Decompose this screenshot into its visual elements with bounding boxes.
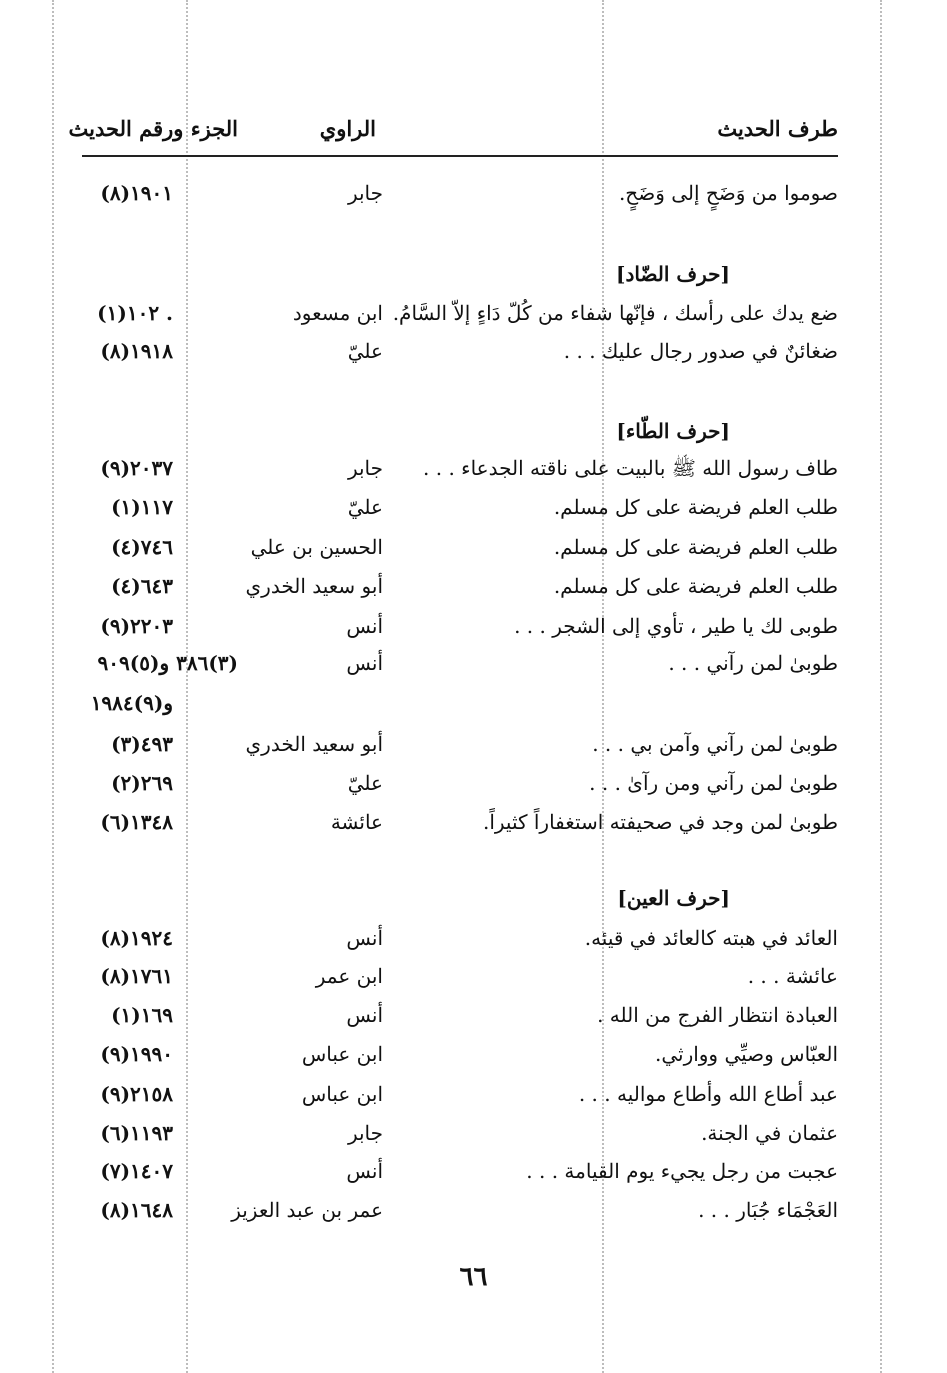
narrator: أنس [346,614,383,638]
hadith-text: طوبىٰ لمن رآني ومن رآىٰ . . . [589,771,838,795]
table-row [82,810,838,846]
reference: (٢)٢٦٩ [111,771,173,795]
narrator: ابن عباس [301,1042,383,1066]
table-row [82,535,838,571]
table-row [82,732,838,768]
table-row [82,1082,838,1118]
section-heading [82,886,838,922]
hadith-text: طلب العلم فريضة على كل مسلم. [553,574,838,598]
narrator: عليّ [347,339,383,363]
narrator: عمر بن عبد العزيز [231,1198,383,1222]
hadith-text: العَجْمَاء جُبَار . . . [698,1198,838,1222]
table-row [82,181,838,217]
hadith-text: ضغائنٌ في صدور رجال عليك . . . [563,339,838,363]
table-row [82,339,838,375]
reference: و(٩)١٩٨٤ [90,691,173,715]
narrator: عليّ [347,495,383,519]
narrator: أبو سعيد الخدري [245,732,383,756]
reference: (٧)١٤٠٧ [100,1159,173,1183]
reference: (١)١٠٢ . [97,301,173,325]
table-row [82,1003,838,1039]
table-header [68,116,838,154]
table-row [82,574,838,610]
column-header-narrator: الراوي [319,116,376,141]
table-row [82,614,838,650]
table-row [82,926,838,962]
narrator: جابر [347,181,383,205]
hadith-text: طوبىٰ لمن رآني وآمن بي . . . [592,732,838,756]
hadith-text: عجبت من رجل يجيء يوم القيامة . . . [526,1159,838,1183]
hadith-text: العائد في هبته كالعائد في قيئه. [584,926,838,950]
table-row [82,495,838,531]
page-number: ٦٦ [459,1262,488,1292]
narrator: ابن مسعود [292,301,383,325]
narrator: جابر [347,456,383,480]
reference: (٣)٤٩٣ [111,732,173,756]
reference: (٦)١٣٤٨ [100,810,173,834]
hadith-text: طوبى لك يا طير ، تأوي إلى الشجر . . . [514,614,838,638]
hadith-text: عثمان في الجنة. [701,1121,838,1145]
reference: (٨)١٩٢٤ [100,926,173,950]
table-row [82,1159,838,1195]
table-row [82,691,838,727]
table-row [82,771,838,807]
hadith-text: عبد أطاع الله وأطاع مواليه . . . [578,1082,838,1106]
hadith-text: طلب العلم فريضة على كل مسلم. [553,495,838,519]
section-heading [82,419,838,455]
narrator: أنس [346,651,383,675]
reference: (١)١٦٩ [111,1003,173,1027]
reference: (٩)٢٢٠٣ [100,614,173,638]
header-rule [82,155,838,157]
section-heading-text: [حرف الطّاء] [616,419,730,443]
table-row [82,456,838,492]
narrator: ابن عباس [301,1082,383,1106]
hadith-text: صوموا من وَضَحٍ إلى وَضَحٍ. [618,181,838,205]
section-heading-text: [حرف العين] [617,886,730,910]
narrator: أنس [346,1159,383,1183]
reference: (٨)١٩٠١ [100,181,173,205]
table-row [82,1198,838,1234]
table-row [82,1121,838,1157]
narrator: الحسين بن علي [250,535,383,559]
hadith-text: طوبىٰ لمن رآني . . . [668,651,838,675]
reference: (٨)١٦٤٨ [100,1198,173,1222]
hadith-text: طوبىٰ لمن وجد في صحيفته استغفاراً كثيراً. [482,810,838,834]
reference: (٨)١٩١٨ [100,339,173,363]
reference: (٩)١٩٩٠ [100,1042,173,1066]
reference: (٤)٦٤٣ [111,574,173,598]
table-row [82,1042,838,1078]
narrator: أنس [346,1003,383,1027]
reference: (٨)١٧٦١ [100,964,173,988]
table-row [82,651,838,687]
margin-dots [52,0,54,1373]
narrator: ابن عمر [315,964,383,988]
section-heading-text: [حرف الضّاد] [615,262,730,286]
hadith-text: طلب العلم فريضة على كل مسلم. [553,535,838,559]
hadith-text: طاف رسول الله ﷺ بالبيت على ناقته الجدعاء . . . [423,456,838,480]
reference: (٦)١١٩٣ [100,1121,173,1145]
table-row [82,301,838,337]
column-header-reference: الجزء ورقم الحديث [68,116,238,141]
narrator: جابر [347,1121,383,1145]
reference: (٣)٣٨٦ و(٥)٩٠٩ [97,651,238,675]
hadith-text: ضع يدك على رأسك ، فإنّها شفاء من كُلّ دَاءٍ إلاّ السَّامُ. [392,301,838,325]
hadith-text: العبادة انتظار الفرج من الله . [597,1003,838,1027]
narrator: أنس [346,926,383,950]
reference: (٤)٧٤٦ [111,535,173,559]
reference: (٩)٢١٥٨ [100,1082,173,1106]
narrator: أبو سعيد الخدري [245,574,383,598]
column-header-hadith: طرف الحديث [717,116,838,141]
narrator: عليّ [347,771,383,795]
reference: (١)١١٧ [111,495,173,519]
table-row [82,964,838,1000]
reference: (٩)٢٠٣٧ [100,456,173,480]
section-heading [82,262,838,298]
narrator: عائشة [330,810,383,834]
margin-dots [880,0,882,1373]
hadith-text: عائشة . . . [747,964,838,988]
hadith-text: العبّاس وصيِّي ووارثي. [654,1042,838,1066]
